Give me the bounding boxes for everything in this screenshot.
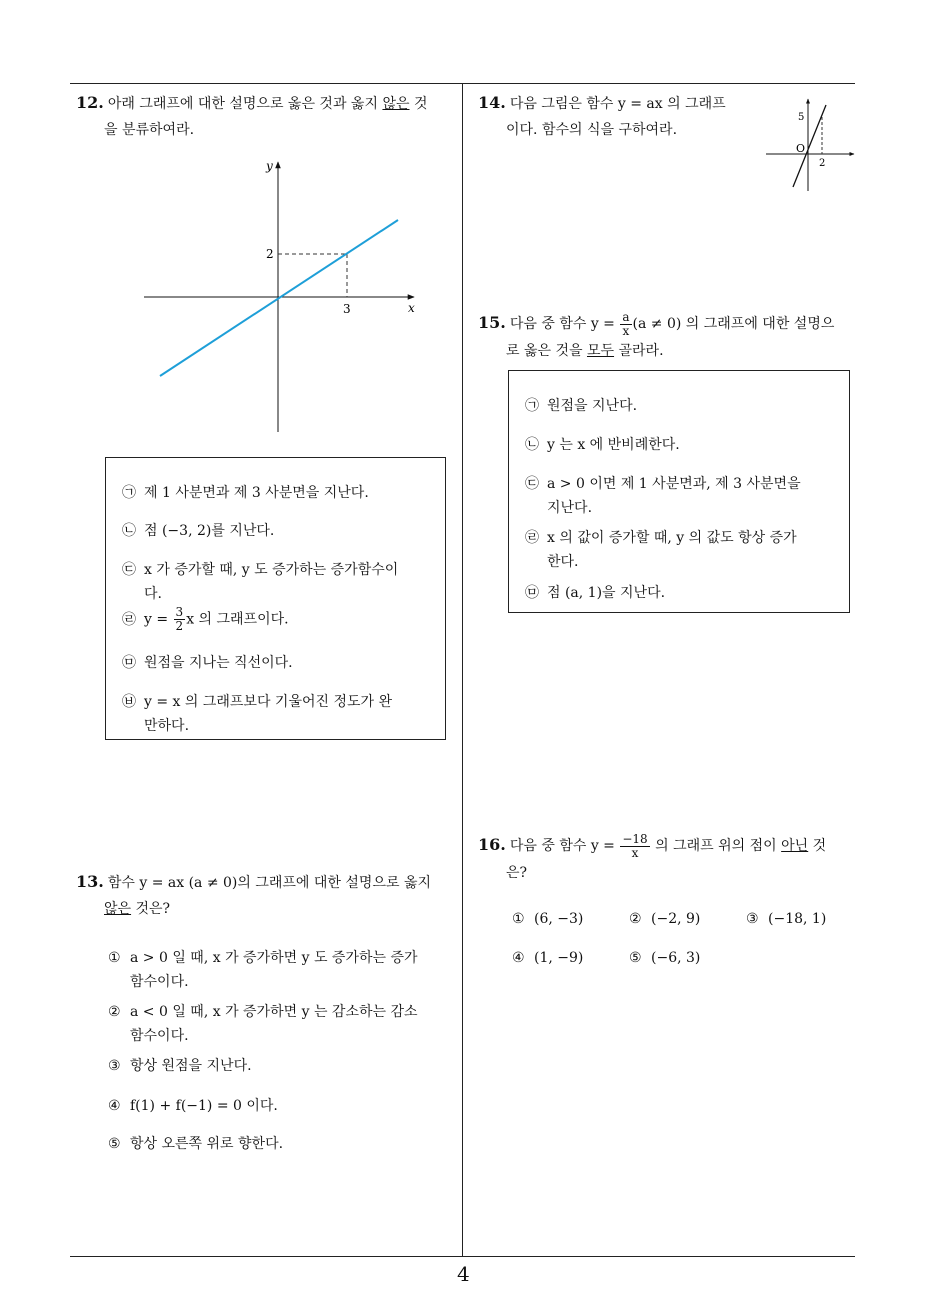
option-marker: ㉢	[525, 476, 539, 492]
underlined-word: 아닌	[781, 838, 809, 854]
choice-number: ③	[746, 911, 759, 927]
choice-number: ②	[108, 1004, 121, 1020]
question-text: 것	[808, 838, 827, 854]
option-text: y 는 x 에 반비례한다.	[547, 437, 680, 453]
q12-option-2	[122, 519, 274, 543]
option-text: y =	[144, 611, 169, 628]
question-text: 다음 중 함수 y =	[509, 838, 615, 854]
option-text: a > 0 이면 제 1 사분면과, 제 3 사분면을	[547, 476, 801, 492]
underlined-word: 모두	[586, 342, 615, 359]
question-12-line2: 을 분류하여라.	[104, 122, 195, 138]
origin-label: O	[796, 142, 806, 155]
q16-choice-2[interactable]	[629, 907, 700, 931]
option-text: x 의 그래프이다.	[186, 611, 289, 628]
option-text-cont: 만하다.	[144, 718, 190, 734]
option-text: x 의 값이 증가할 때, y 의 값도 항상 증가	[547, 530, 797, 546]
page-number: 4	[457, 1262, 470, 1286]
q15-option-3	[525, 472, 801, 520]
graph-line	[160, 220, 398, 376]
x-tick-label: 2	[819, 158, 826, 169]
choice-text: (−2, 9)	[651, 911, 701, 927]
q12-option-1	[122, 481, 369, 505]
choice-number: ①	[512, 911, 525, 927]
choice-text: (−6, 3)	[651, 950, 701, 966]
column-divider	[462, 83, 463, 1257]
q15-option-2	[525, 433, 680, 457]
fraction: $\frac{a}{x}$	[622, 309, 630, 338]
q12-option-4	[122, 606, 289, 633]
underlined-word: 않은	[382, 96, 410, 112]
question-number: 13.	[76, 872, 104, 891]
x-tick-label: 3	[343, 302, 351, 316]
option-text: x 가 증가할 때, y 도 증가하는 증가함수이	[144, 562, 399, 578]
question-number: 12.	[76, 93, 104, 112]
question-text: 다음 중 함수 y =	[509, 316, 615, 332]
question-text: 것	[409, 96, 428, 112]
choice-text: a < 0 일 때, x 가 증가하면 y 는 감소하는 감소	[130, 1004, 418, 1020]
y-axis-label: y	[266, 159, 273, 173]
q16-choice-1[interactable]	[512, 907, 583, 931]
choice-number: ⑤	[108, 1136, 121, 1152]
question-15-line2: 로 옳은 것을 모두 골라라.	[506, 342, 664, 359]
choice-number: ⑤	[629, 950, 642, 966]
option-marker: ㉣	[525, 530, 539, 546]
question-16	[478, 832, 868, 886]
option-marker: ㉡	[122, 523, 136, 539]
fraction: $\frac{-18}{x}$	[622, 831, 648, 860]
choice-text: 항상 오른쪽 위로 향한다.	[130, 1136, 284, 1152]
question-12-line1	[76, 90, 461, 117]
q12-option-6	[122, 690, 392, 738]
option-marker: ㉣	[122, 611, 136, 628]
option-marker: ㉠	[525, 398, 539, 414]
question-13-line1	[76, 869, 461, 896]
underlined-word: 않은	[104, 901, 132, 917]
q12-linear-graph	[130, 150, 430, 440]
question-number: 15.	[478, 313, 506, 332]
q15-option-5	[525, 581, 665, 605]
question-15-line1	[478, 310, 868, 338]
option-marker: ㉤	[525, 585, 539, 601]
q13-choice-4[interactable]	[108, 1094, 278, 1118]
choice-text: (6, −3)	[534, 911, 584, 927]
question-number: 16.	[478, 835, 506, 854]
question-13	[76, 869, 461, 922]
q13-choice-1[interactable]	[108, 946, 418, 994]
q14-small-graph	[762, 95, 857, 195]
option-text: y = x 의 그래프보다 기울어진 정도가 완	[144, 694, 393, 710]
q15-option-1	[525, 394, 637, 418]
q12-option-3	[122, 558, 398, 606]
question-13-line2	[76, 896, 461, 922]
question-16-line2: 은?	[506, 864, 528, 881]
x-axis-label: x	[408, 301, 415, 315]
question-14-line2: 이다. 함수의 식을 구하여라.	[506, 122, 678, 138]
question-text: 의 그래프 위의 점이	[655, 838, 782, 854]
choice-text: a > 0 일 때, x 가 증가하면 y 도 증가하는 증가	[130, 950, 418, 966]
bottom-rule	[70, 1256, 855, 1257]
q12-option-5	[122, 651, 293, 675]
question-text: 다음 그림은 함수 y = ax 의 그래프	[509, 96, 726, 112]
question-15	[478, 310, 868, 364]
choice-number: ③	[108, 1058, 121, 1074]
option-text-cont: 한다.	[547, 554, 579, 570]
option-marker: ㉤	[122, 655, 136, 671]
option-marker: ㉡	[525, 437, 539, 453]
q16-choice-3[interactable]	[746, 907, 826, 931]
question-16-line1	[478, 832, 868, 860]
option-text-cont: 다.	[144, 586, 162, 602]
option-text: 점 (a, 1)을 지난다.	[547, 585, 666, 601]
y-tick-label: 5	[798, 112, 805, 123]
q13-choice-2[interactable]	[108, 1000, 418, 1048]
option-text: 원점을 지나는 직선이다.	[144, 655, 293, 671]
option-text: 점 (−3, 2)를 지난다.	[144, 523, 275, 539]
y-tick-label: 2	[266, 247, 274, 261]
option-marker: ㉠	[122, 485, 136, 501]
option-text: 제 1 사분면과 제 3 사분면을 지난다.	[144, 485, 369, 501]
choice-text: (−18, 1)	[768, 911, 827, 927]
choice-number: ④	[512, 950, 525, 966]
question-text: 함수 y = ax (a ≠ 0)의 그래프에 대한 설명으로 옳지	[107, 875, 431, 891]
question-text: (a ≠ 0) 의 그래프에 대한 설명으	[632, 316, 835, 332]
question-text: 아래 그래프에 대한 설명으로 옳은 것과 옳지	[107, 96, 383, 112]
choice-text-cont: 함수이다.	[130, 1028, 189, 1044]
choice-text: 항상 원점을 지난다.	[130, 1058, 252, 1074]
choice-text: (1, −9)	[534, 950, 584, 966]
q16-choice-5[interactable]	[629, 946, 700, 970]
q13-choice-5[interactable]	[108, 1132, 283, 1156]
question-14-line1	[478, 90, 768, 117]
q13-choice-3[interactable]	[108, 1054, 252, 1078]
choice-text: f(1) + f(−1) = 0 이다.	[130, 1098, 278, 1114]
option-text: 원점을 지난다.	[547, 398, 638, 414]
choice-number: ①	[108, 950, 121, 966]
q16-choice-4[interactable]	[512, 946, 583, 970]
question-number: 14.	[478, 93, 506, 112]
question-12	[76, 90, 461, 143]
choice-number: ④	[108, 1098, 121, 1114]
option-text-cont: 지난다.	[547, 500, 593, 516]
question-text: 것은?	[131, 901, 171, 917]
choice-number: ②	[629, 911, 642, 927]
option-marker: ㉢	[122, 562, 136, 578]
question-14	[478, 90, 768, 143]
choice-text-cont: 함수이다.	[130, 974, 189, 990]
fraction: $\frac{3}{2}$	[175, 605, 184, 633]
option-marker: ㉥	[122, 694, 136, 710]
q15-option-4	[525, 526, 797, 574]
